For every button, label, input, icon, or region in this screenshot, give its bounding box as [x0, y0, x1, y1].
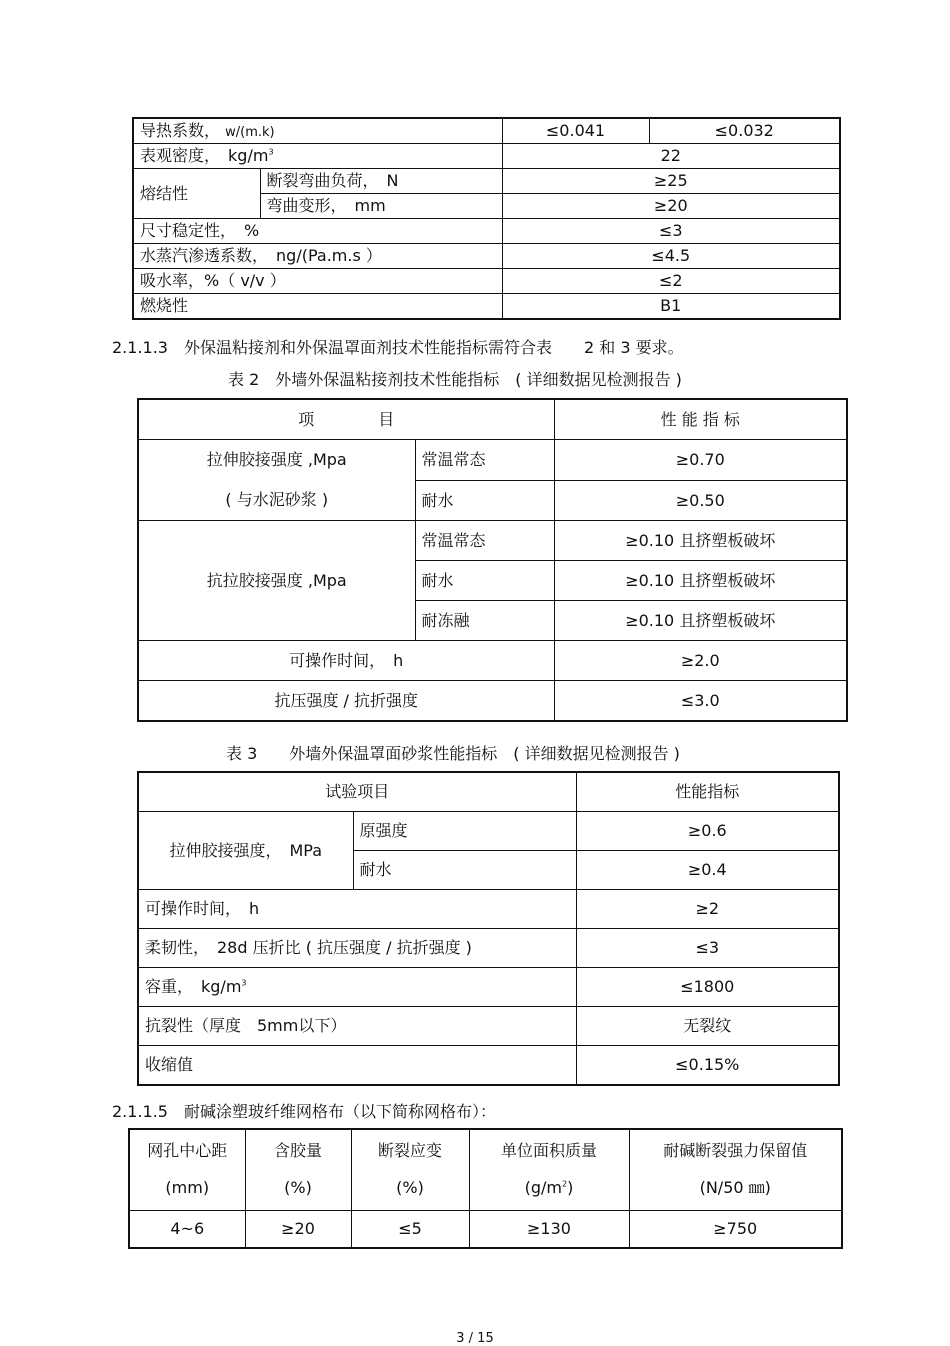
thermal-insulation-table	[132, 117, 841, 320]
table-header-cell: 网孔中心距 (mm)	[129, 1129, 245, 1211]
table-cell: ≥2.0	[554, 641, 847, 681]
table-cell: ≥130	[469, 1211, 629, 1249]
table-cell: 抗拉胶接强度 ,Mpa	[138, 521, 415, 641]
table-cell: 耐水	[415, 561, 554, 601]
section-2-1-1-5: 2.1.1.5 耐碱涂塑玻纤维网格布（以下简称网格布）：	[112, 1102, 497, 1121]
table-cell: ≥20	[245, 1211, 351, 1249]
table-cell: 导热系数， w/(m.k)	[133, 118, 502, 144]
table-cell: 熔结性	[133, 169, 260, 219]
table-cell: 表观密度， $kg/m^3$	[133, 144, 502, 169]
table-cell: ≥0.6	[576, 812, 839, 851]
table-cell: 常温常态	[415, 521, 554, 561]
table-cell: ≤5	[351, 1211, 469, 1249]
table-cell: 弯曲变形， mm	[260, 194, 502, 219]
table-cell: 可操作时间， h	[138, 641, 554, 681]
table-cell: ≥0.10 且挤塑板破坏	[554, 561, 847, 601]
table-row	[133, 219, 840, 244]
table-row	[133, 118, 840, 144]
table-cell: ≥0.50	[554, 480, 847, 521]
table-cell: ≤3.0	[554, 681, 847, 722]
table-row	[138, 929, 839, 968]
table-row	[138, 968, 839, 1007]
table-cell: ≤2	[502, 269, 840, 294]
mesh-fabric-table	[128, 1128, 843, 1249]
table-cell: ≥0.10 且挤塑板破坏	[554, 521, 847, 561]
table-header-cell: 项 目	[138, 399, 554, 440]
table-row	[138, 1046, 839, 1086]
mortar-performance-table	[137, 771, 840, 1086]
table-row	[129, 1211, 842, 1249]
table-cell: 22	[502, 144, 840, 169]
table-cell: ≥20	[502, 194, 840, 219]
table-header-cell: 含胶量 (%)	[245, 1129, 351, 1211]
table-cell: 抗压强度 / 抗折强度	[138, 681, 554, 722]
table-cell: ≤0.032	[649, 118, 840, 144]
table2-caption: 表 2 外墙外保温粘接剂技术性能指标 ( 详细数据见检测报告 )	[228, 370, 682, 389]
table-row	[138, 521, 847, 561]
table-cell: ≥750	[629, 1211, 842, 1249]
table-cell: ≤3	[502, 219, 840, 244]
table-cell: 柔韧性， 28d 压折比 ( 抗压强度 / 抗折强度 )	[138, 929, 576, 968]
table-cell: 原强度	[353, 812, 576, 851]
table-cell: 容重， $kg/m^3$	[138, 968, 576, 1007]
table-cell: ≥0.4	[576, 851, 839, 890]
table-row	[133, 144, 840, 169]
table-header-cell: 性 能 指 标	[554, 399, 847, 440]
table-cell: 尺寸稳定性， %	[133, 219, 502, 244]
table-cell: 燃烧性	[133, 294, 502, 320]
table-cell: 可操作时间， h	[138, 890, 576, 929]
table-cell: 耐水	[353, 851, 576, 890]
table-cell: 常温常态	[415, 440, 554, 481]
table-cell: 吸水率，%（ v/v ）	[133, 269, 502, 294]
table-row	[138, 641, 847, 681]
table-cell: ≥25	[502, 169, 840, 194]
table-row	[138, 1007, 839, 1046]
table-row	[133, 244, 840, 269]
table-cell: ≥0.70	[554, 440, 847, 481]
table-cell: 抗裂性（厚度 5mm以下）	[138, 1007, 576, 1046]
table-header-cell: 断裂应变 (%)	[351, 1129, 469, 1211]
table-cell: ≤3	[576, 929, 839, 968]
table-cell: 水蒸汽渗透系数， ng/(Pa.m.s ）	[133, 244, 502, 269]
table-cell: 断裂弯曲负荷， N	[260, 169, 502, 194]
table-row	[133, 294, 840, 320]
table-cell: 收缩值	[138, 1046, 576, 1086]
table-header-row	[138, 772, 839, 812]
table-cell: B1	[502, 294, 840, 320]
table-cell: ≤1800	[576, 968, 839, 1007]
table-cell: ≤0.041	[502, 118, 649, 144]
table-cell: ≥2	[576, 890, 839, 929]
table-cell: 耐水	[415, 480, 554, 521]
table-cell: ≥0.10 且挤塑板破坏	[554, 601, 847, 641]
page-number: 3 / 15	[456, 1331, 494, 1346]
table-row	[133, 269, 840, 294]
table-row	[138, 812, 839, 851]
table-row	[138, 440, 847, 481]
table-header-row	[138, 399, 847, 440]
section-2-1-1-3: 2.1.1.3 外保温粘接剂和外保温罩面剂技术性能指标需符合表 2 和 3 要求。	[112, 338, 684, 357]
table-row	[133, 169, 840, 194]
table-header-cell: 耐碱断裂强力保留值 (N/50 ㎜)	[629, 1129, 842, 1211]
adhesive-performance-table	[137, 398, 848, 722]
table-row	[138, 890, 839, 929]
table-header-row	[129, 1129, 842, 1211]
table-header-cell: 试验项目	[138, 772, 576, 812]
table-row	[138, 681, 847, 722]
table-cell: 无裂纹	[576, 1007, 839, 1046]
table-cell: 拉伸胶接强度 ,Mpa ( 与水泥砂浆 )	[138, 440, 415, 521]
table-cell: 拉伸胶接强度， MPa	[138, 812, 353, 890]
table3-caption: 表 3 外墙外保温罩面砂浆性能指标 ( 详细数据见检测报告 )	[226, 744, 680, 763]
table-cell: ≤0.15%	[576, 1046, 839, 1086]
table-cell: 耐冻融	[415, 601, 554, 641]
table-header-cell: 单位面积质量 $(g/m^2)$	[469, 1129, 629, 1211]
table-cell: 4~6	[129, 1211, 245, 1249]
table-header-cell: 性能指标	[576, 772, 839, 812]
table-cell: ≤4.5	[502, 244, 840, 269]
